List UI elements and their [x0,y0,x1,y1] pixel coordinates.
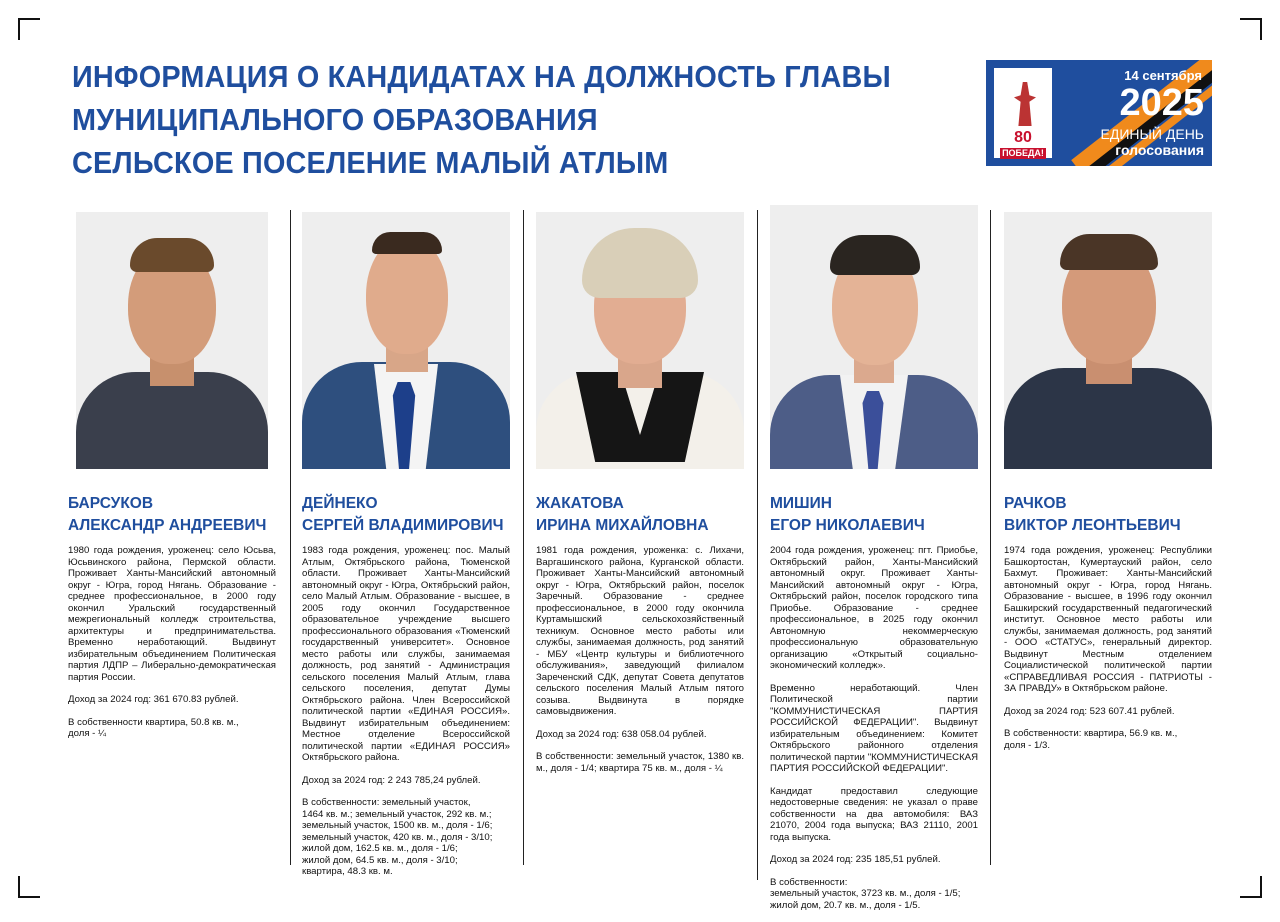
bio-text: 2004 года рождения, уроженец: пгт. Приобье, Октябрьский район, Ханты-Мансийский автономный округ. Проживает Ханты-Мансийский автономный округ - Югра, Октябрьский район, поселок городского типа Приобье. Образование - среднее профессиональное, в 2025 году окончил Автономную некоммерческую профессиональную образовательную организацию «Открытый социально-экономический колледж». [770,545,978,671]
property-text: В собственности: земельный участок, 1464 кв. м.; земельный участок, 292 кв. м.; земельный участок, 1500 кв. м., доля - 1/6; земельный участок, 420 кв. м., доля - 3/10; жилой дом, 162.5 кв. м., доля - 1/6; жилой дом, 64.5 кв. м., доля - 3/10; квартира, 48.3 кв. м. [302,797,493,877]
candidate-given-names: ИРИНА МИХАЙЛОВНА [536,517,709,534]
crop-mark-bottom-right [1240,876,1262,898]
property-text: В собственности: земельный участок, 1380 кв. м., доля - 1/4; квартира 75 кв. м., доля - ¼ [536,751,744,774]
income-text: Доход за 2024 год: 361 670.83 рублей. [68,694,239,705]
crop-mark-bottom-left [18,876,40,898]
motherland-statue-icon [1014,82,1036,126]
candidate-surname: ЖАКАТОВА [536,495,624,512]
property-text: В собственности квартира, 50.8 кв. м., доля - ¼ [68,716,239,739]
note-text: Кандидат предоставил следующие недостоверные сведения: не указал о праве собственности на два автомобиля: ВАЗ 21070, 2004 года выпуска; ВАЗ 21110, 2001 года выпуска. [770,785,978,843]
crop-mark-top-left [18,18,40,40]
column-divider [757,210,758,880]
candidate-photo [302,212,510,469]
election-date: 14 сентября [1124,68,1202,83]
emblem-word: ПОБЕДА! [1000,148,1046,159]
candidate-surname: БАРСУКОВ [68,495,154,512]
party-text: Временно неработающий. Член Политической партии "КОММУНИСТИЧЕСКАЯ ПАРТИЯ РОССИЙСКОЙ ФЕДЕРАЦИИ". Выдвинут избирательным объединением: Комитет Октябрьского районного отделения политической партии "КОММУНИСТИЧЕСКАЯ ПАРТИЯ РОССИЙСКОЙ ФЕДЕРАЦИИ". [770,682,978,774]
election-label: голосования [1115,142,1204,158]
income-text: Доход за 2024 год: 235 185,51 рублей. [770,854,941,865]
bio-text: 1974 года рождения, уроженец: Республики Башкортостан, Кумертауский район, село Бахмут. Проживает: Ханты-Мансийский автономный округ - Югра, город Нягань. Образование - высшее, в 1996 году окончил Башкирский государственный педагогический институт. Основное место работы или службы, занимаемая должность, род занятий - ООО «СТАТУС», генеральный директор. Выдвинут Местным отделением Социалистической политической партии «СПРАВЕДЛИВАЯ РОССИЯ - ПАТРИОТЫ - ЗА ПРАВДУ» в Октябрьском районе. [1004,545,1212,694]
candidate-bio [68,545,276,751]
emblem-number: 80 [1014,129,1032,146]
column-divider [290,210,291,865]
column-divider [523,210,524,865]
candidate-photo [770,205,978,469]
candidate-surname: РАЧКОВ [1004,495,1067,512]
candidate-name [1004,493,1219,537]
crop-mark-top-right [1240,18,1262,40]
candidate-given-names: АЛЕКСАНДР АНДРЕЕВИЧ [68,517,267,534]
election-label: ЕДИНЫЙ ДЕНЬ [1100,126,1204,142]
income-text: Доход за 2024 год: 638 058.04 рублей. [536,728,707,740]
election-year: 2025 [1119,82,1204,124]
property-text: В собственности: земельный участок, 3723 кв. м., доля - 1/5; жилой дом, 20.7 кв. м., доля - 1/5. [770,876,961,911]
candidate-name [302,493,517,537]
candidate-name [68,493,283,537]
candidate-name [770,493,985,537]
bio-text: 1983 года рождения, уроженец: пос. Малый Атлым, Октябрьского района, Тюменской области. Проживает Ханты-Мансийский автономный округ - Югра, Октябрьский район, село Малый Атлым. Образование - высшее, в 2005 году окончил Государственное образовательное учреждение высшего профессионального образования «Тюменский государственный университет». Основное место работы или службы, занимаемая должность, род занятий - Администрация сельского поселения Малый Атлым, глава сельского поселения, депутат Думы Октябрьского района. Член Всероссийской политической партии «ЕДИНАЯ РОССИЯ». Выдвинут избирательным объединением: Местное отделение Всероссийской политической партии «ЕДИНАЯ РОССИЯ» Октябрьского района. [302,545,510,763]
candidate-given-names: СЕРГЕЙ ВЛАДИМИРОВИЧ [302,517,504,534]
candidate-photo [1004,212,1212,469]
election-day-logo [986,60,1212,166]
candidate-given-names: ВИКТОР ЛЕОНТЬЕВИЧ [1004,517,1181,534]
candidate-bio [302,545,510,889]
column-divider [990,210,991,865]
victory-emblem [994,68,1052,158]
candidate-photo [76,212,268,469]
title-line: МУНИЦИПАЛЬНОГО ОБРАЗОВАНИЯ [72,102,598,137]
title-line: ИНФОРМАЦИЯ О КАНДИДАТАХ НА ДОЛЖНОСТЬ ГЛАВЫ [72,59,891,94]
candidate-bio [536,545,744,785]
candidate-bio [1004,545,1212,762]
title-line: СЕЛЬСКОЕ ПОСЕЛЕНИЕ МАЛЫЙ АТЛЫМ [72,145,669,180]
page-title [72,55,890,184]
income-text: Доход за 2024 год: 2 243 785,24 рублей. [302,774,481,786]
income-text: Доход за 2024 год: 523 607.41 рублей. [1004,705,1175,717]
property-text: В собственности: квартира, 56.9 кв. м., доля - 1/3. [1004,728,1178,751]
candidate-given-names: ЕГОР НИКОЛАЕВИЧ [770,517,925,534]
bio-text: 1981 года рождения, уроженка: с. Лихачи, Варгашинского района, Курганской области. Проживает Ханты-Мансийский автономный округ - Югра, Октябрьский район, поселок Заречный. Образование - среднее профессиональное, в 2000 году окончила Куртамышский сельскохозяйственный техникум. Основное место работы или службы, занимаемая должность, род занятий - МБУ «Центр культуры и библиотечного обслуживания», заведующий филиалом Зареченский СДК, депутат Совета депутатов сельского поселения Малый Атлым пятого созыва. Выдвинута в порядке самовыдвижения. [536,545,744,717]
candidate-surname: МИШИН [770,495,832,512]
candidate-name [536,493,751,537]
candidate-photo [536,212,744,469]
candidate-bio [770,545,978,922]
candidate-surname: ДЕЙНЕКО [302,495,378,512]
bio-text: 1980 года рождения, уроженец: село Юсьва, Юсьвинского района, Пермской области. Проживает Ханты-Мансийский автономный округ - Югра, город Нягань. Образование - среднее профессиональное, в 2000 году окончил Уральский государственный межрегиональный колледж строительства, архитектуры и предпринимательства. Временно неработающий. Выдвинут избирательным объединением Политическая партия ЛДПР – Либерально-демократическая партия России. [68,545,276,683]
